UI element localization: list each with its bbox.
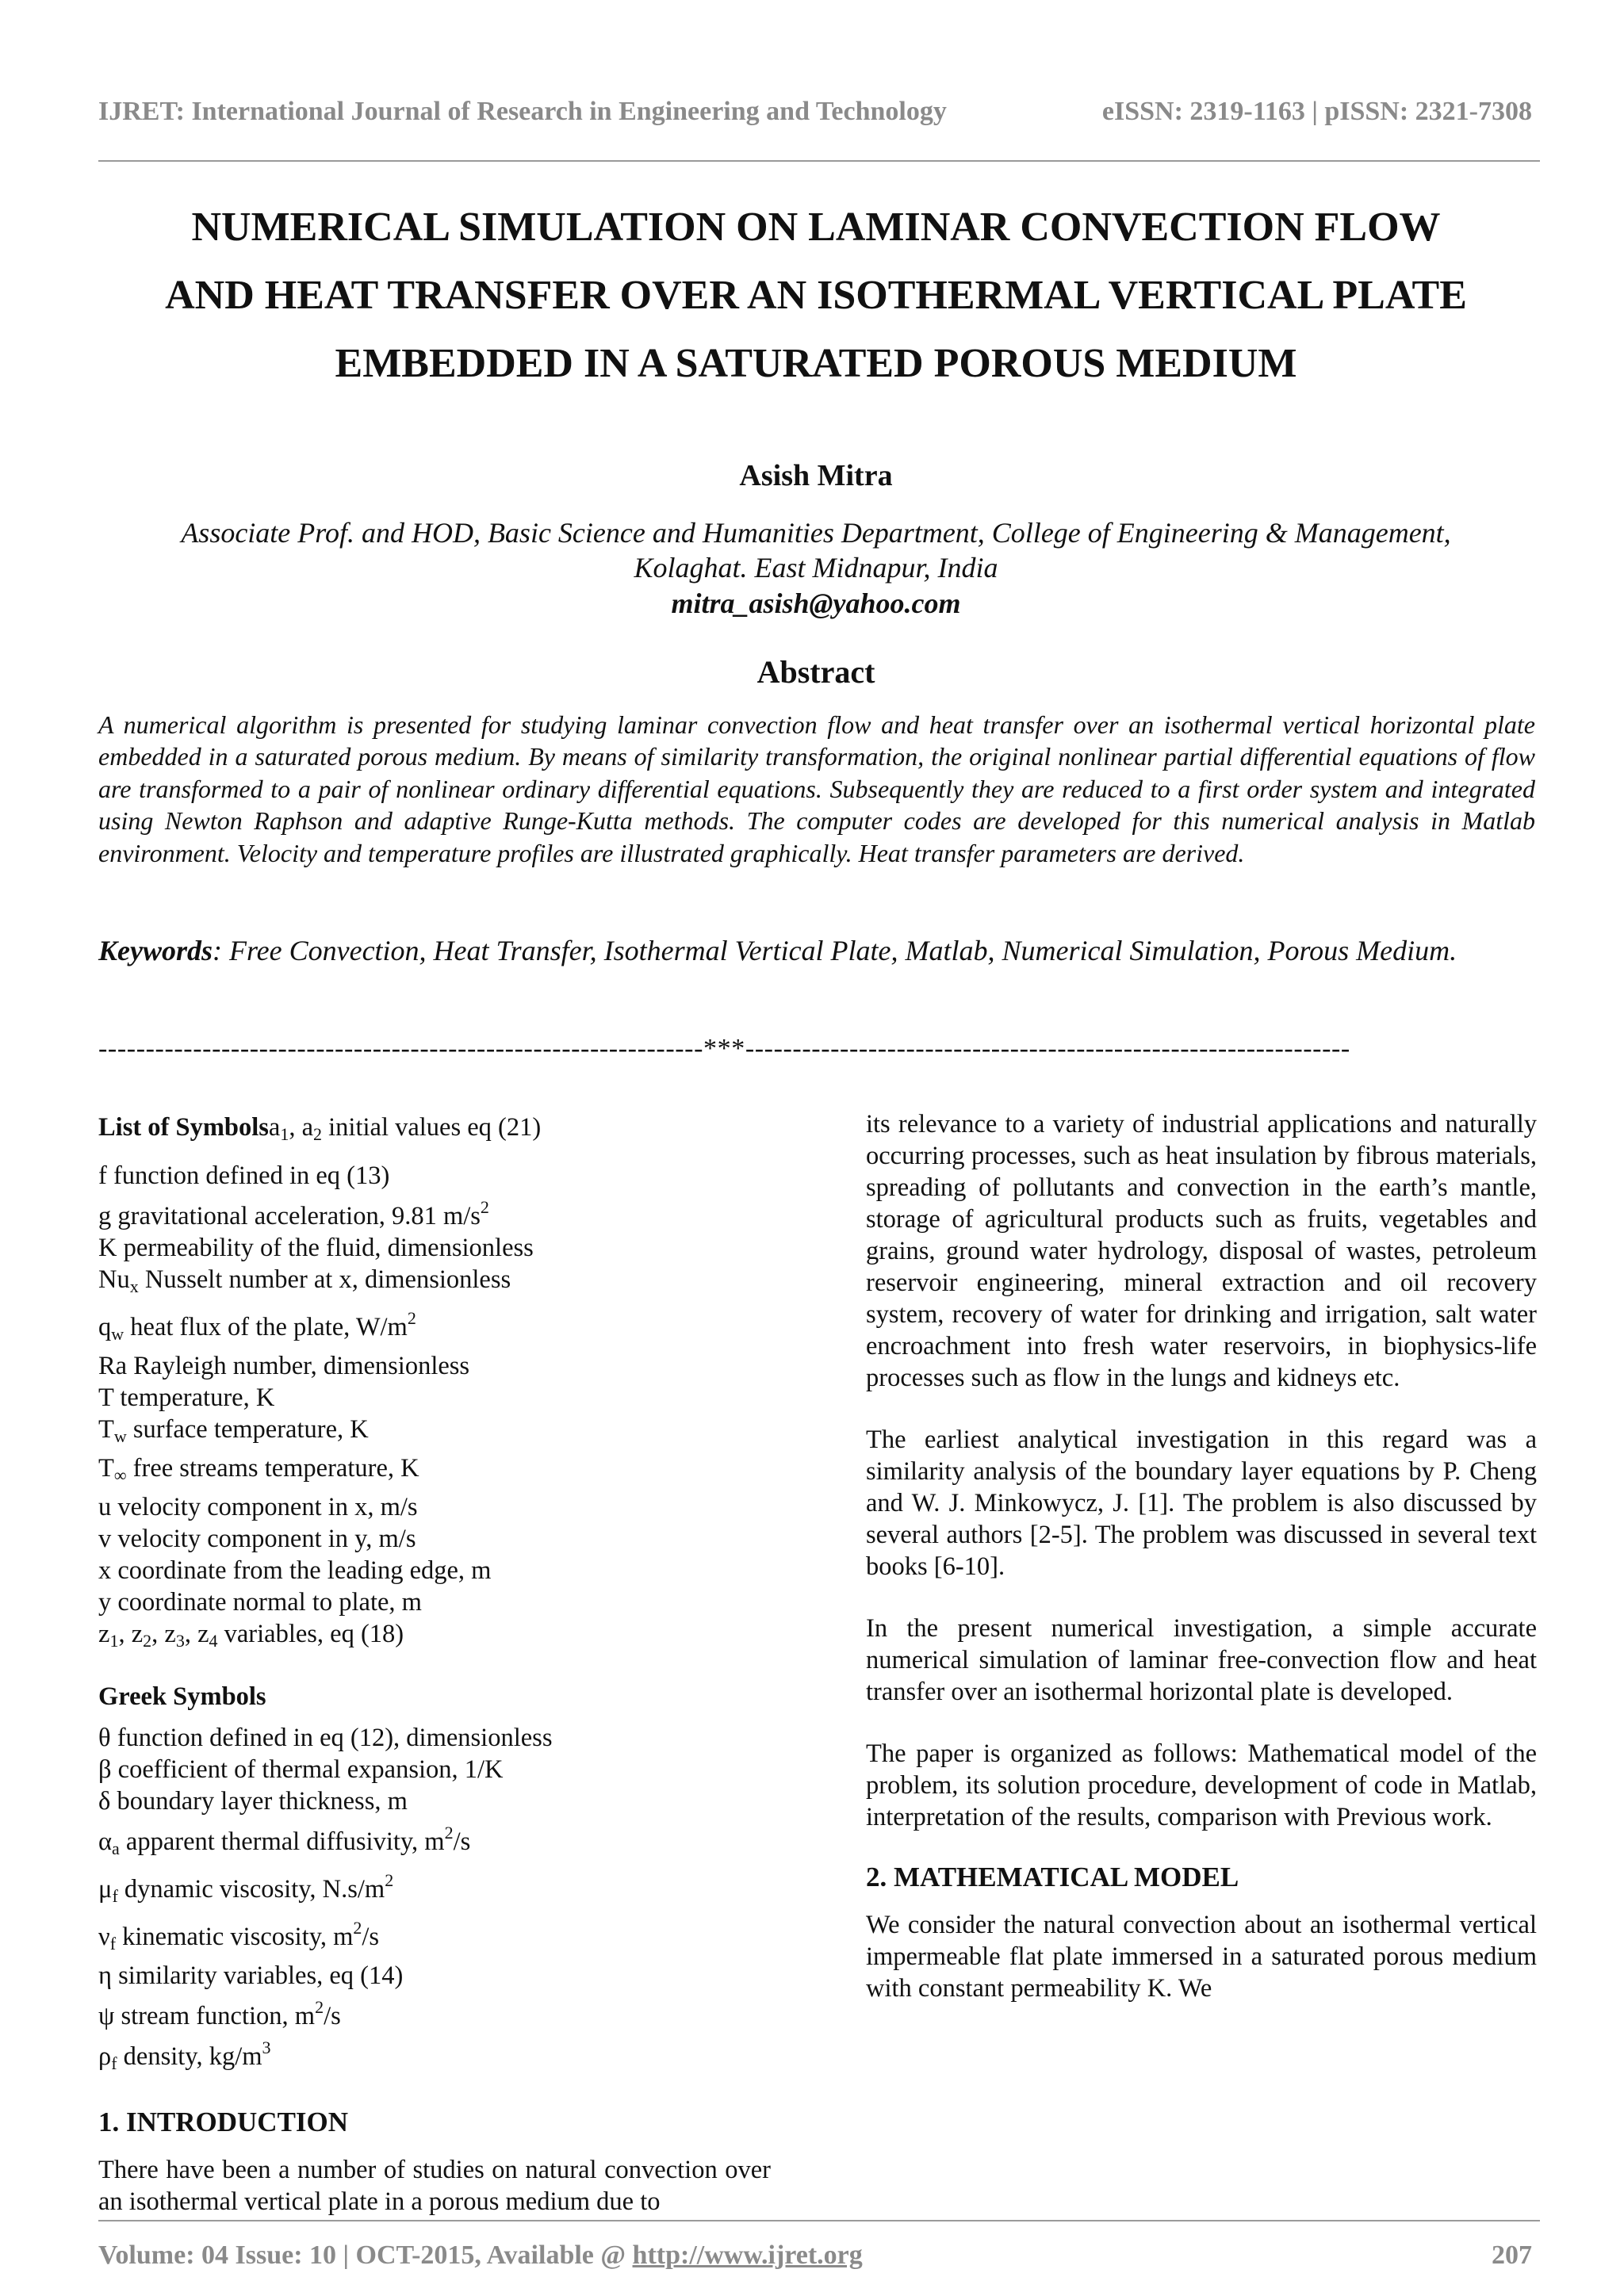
author-name: Asish Mitra <box>739 459 893 492</box>
symbols-first-line: List of Symbolsa$_1$, $a_2$ initial values eq (21) <box>98 1113 542 1144</box>
paragraph: We consider the natural convection about an isothermal vertical impermeable flat plate immersed in a saturated porous medium with constant permeability K. We <box>866 1911 1537 2003</box>
symbol-item: $\mu_f$ dynamic viscosity, $N.s/m^2$ <box>98 1870 394 1906</box>
symbol-item: δ boundary layer thickness, m <box>98 1787 408 1816</box>
introduction-heading: 1. INTRODUCTION <box>98 2107 349 2137</box>
section-2-heading: 2. MATHEMATICAL MODEL <box>866 1862 1239 1892</box>
left-column <box>98 1112 771 2218</box>
symbol-item: $T_w$ surface temperature, K <box>98 1415 369 1446</box>
author-email[interactable]: mitra_asish@yahoo.com <box>671 587 961 619</box>
section-separator: ----------------------------------------------------------------***---------------------------------------------------------------- <box>98 1034 1350 1063</box>
symbol-item: $Nu_x$ Nusselt number at x, dimensionless <box>98 1265 511 1296</box>
abstract-text: A numerical algorithm is presented for studying laminar convection flow and heat transfer over an isothermal vertical horizontal plate embedded in a saturated porous medium. By means of similarity transformation, the original nonlinear partial differential equations of flow are transformed to a pair of nonlinear ordinary differential equations. Subsequently they are reduced to a first order system and integrated using Newton Raphson and adaptive Runge-Kutta methods. The computer codes are developed for this numerical analysis in Matlab environment. Velocity and temperature profiles are illustrated graphically. Heat transfer parameters are derived. <box>98 710 1535 867</box>
journal-name: IJRET: International Journal of Research in Engineering and Technology <box>98 97 947 126</box>
running-header <box>98 97 1532 127</box>
keywords <box>98 924 1535 978</box>
title-line: NUMERICAL SIMULATION ON LAMINAR CONVECTION FLOW <box>191 205 1441 250</box>
footer-rule <box>98 2220 1540 2221</box>
affiliation-line: Associate Prof. and HOD, Basic Science and Humanities Department, College of Engineering & Management, <box>181 517 1451 549</box>
symbols-heading: List of Symbols <box>98 1113 269 1142</box>
title-line: EMBEDDED IN A SATURATED POROUS MEDIUM <box>335 341 1297 386</box>
greek-symbols-heading: Greek Symbols <box>98 1682 266 1711</box>
symbol-item: Ra Rayleigh number, dimensionless <box>98 1352 470 1380</box>
journal-link[interactable]: http://www.ijret.org <box>632 2241 863 2270</box>
affiliation-line: Kolaghat. East Midnapur, India <box>634 552 998 584</box>
symbol-item: β coefficient of thermal expansion, 1/K <box>98 1755 504 1784</box>
abstract-heading: Abstract <box>756 654 875 690</box>
symbol-item: g gravitational acceleration, 9.81 $m/s^2$ <box>98 1197 489 1230</box>
footer-volume: Volume: 04 Issue: 10 | OCT-2015, Available @ http://www.ijret.org <box>98 2241 863 2270</box>
keywords-text: : Free Convection, Heat Transfer, Isothermal Vertical Plate, Matlab, Numerical Simulation, Porous Medium. <box>213 935 1457 966</box>
issn: eISSN: 2319-1163 | pISSN: 2321-7308 <box>1101 97 1532 126</box>
symbol-item: $T_\infty$ free streams temperature, K <box>98 1454 419 1485</box>
symbol-item: $\alpha_a$ apparent thermal diffusivity, $m^2/s$ <box>98 1823 471 1858</box>
right-column <box>866 1108 1537 2004</box>
keywords-label: Keywords <box>98 935 213 966</box>
symbol-item: y coordinate normal to plate, m <box>98 1588 422 1617</box>
paragraph: its relevance to a variety of industrial applications and naturally occurring processes, such as heat insulation by fibrous materials, spreading of pollutants and convection in the earth’s mantle, storage of agricultural products such as fruits, vegetables and grains, ground water hydrology, disposal of wastes, petroleum reservoir engineering, mineral extraction and oil recovery system, recovery of water for drinking and irrigation, salt water encroachment into fresh water reservoirs, in biophysics-life processes such as flow in the lungs and kidneys etc. <box>866 1110 1537 1392</box>
introduction-text: There have been a number of studies on natural convection over an isothermal vertical plate in a porous medium due to <box>98 2156 771 2216</box>
paragraph: The paper is organized as follows: Mathematical model of the problem, its solution procedure, development of code in Matlab, interpretation of the results, comparison with Previous work. <box>866 1739 1537 1831</box>
symbol-list <box>98 1160 771 1618</box>
header-rule <box>98 160 1540 162</box>
paper-title <box>98 193 1534 398</box>
symbol-item: K permeability of the fluid, dimensionless <box>98 1234 534 1262</box>
symbol-item: $\rho_f$ density, $kg/m^3$ <box>98 2038 271 2073</box>
symbol-item: x coordinate from the leading edge, m <box>98 1556 492 1585</box>
symbol-item: η similarity variables, eq (14) <box>98 1961 404 1990</box>
symbol-item: $\nu_f$ kinematic viscosity, $m^2/s$ <box>98 1918 380 1954</box>
affiliation <box>98 515 1534 585</box>
page-number: 207 <box>1492 2241 1532 2270</box>
page-footer <box>98 2241 1532 2271</box>
symbol-item: $z_1$, $z_2$, $z_3$, $z_4$ variables, eq (18) <box>98 1620 404 1651</box>
symbol-item: v velocity component in y, m/s <box>98 1525 416 1553</box>
symbol-item: ψ stream function, $m^2/s$ <box>98 1997 341 2030</box>
symbol-item: T temperature, K <box>98 1383 275 1412</box>
symbol-item: θ function defined in eq (12), dimensionless <box>98 1724 553 1752</box>
symbol-item: $q_w$ heat flux of the plate, $W/m^2$ <box>98 1308 416 1344</box>
greek-symbol-list <box>98 1722 771 2080</box>
paragraph: In the present numerical investigation, a simple accurate numerical simulation of laminar free-convection flow and heat transfer over an isothermal horizontal plate is developed. <box>866 1614 1537 1706</box>
symbol-item: u velocity component in x, m/s <box>98 1493 418 1521</box>
paragraph: The earliest analytical investigation in this regard was a similarity analysis of the boundary layer equations by P. Cheng and W. J. Minkowycz, J. [1]. The problem is also discussed by several authors [2-5]. The problem was discussed in several text books [6-10]. <box>866 1425 1537 1581</box>
title-line: AND HEAT TRANSFER OVER AN ISOTHERMAL VERTICAL PLATE <box>165 273 1467 318</box>
symbol-item: f function defined in eq (13) <box>98 1161 390 1190</box>
